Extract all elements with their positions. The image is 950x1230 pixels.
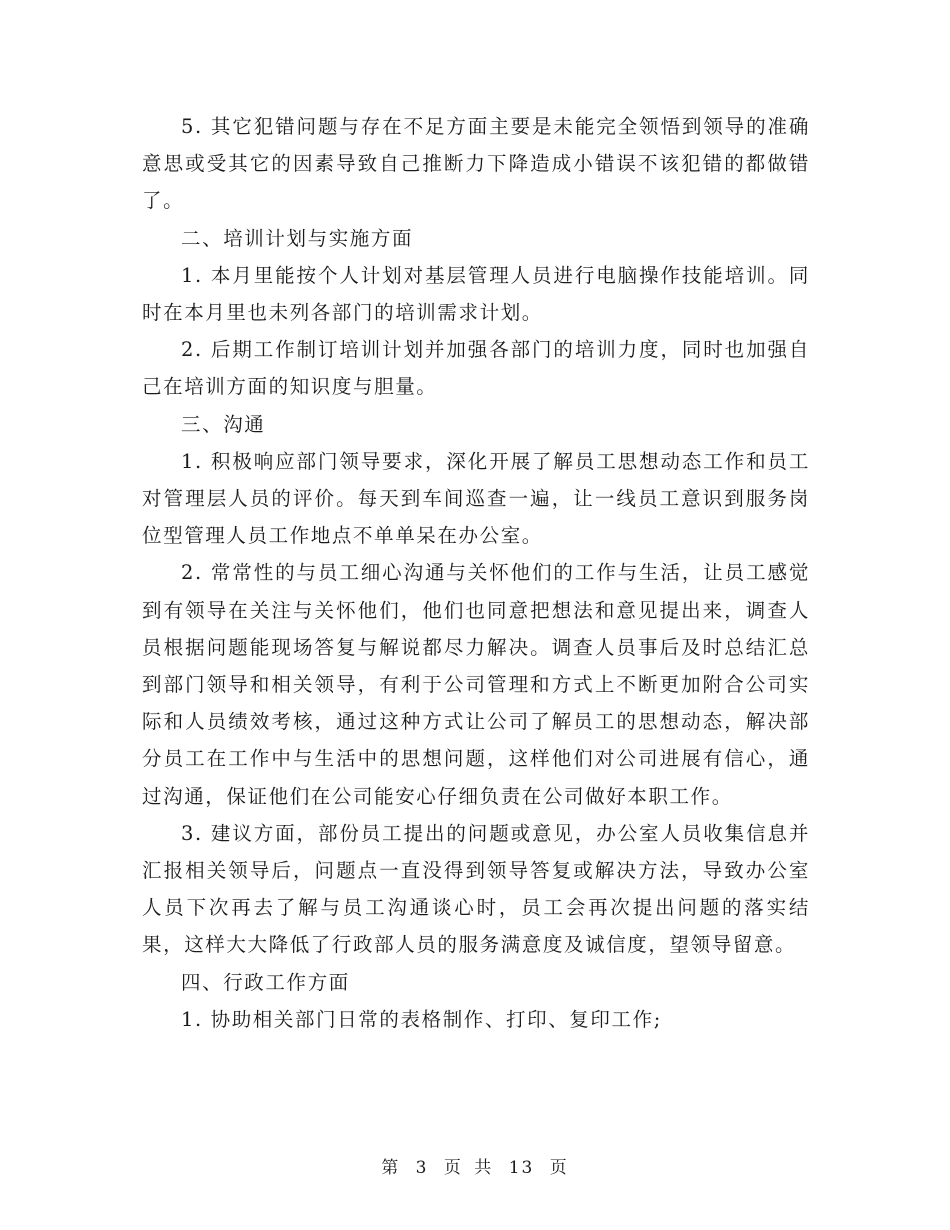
footer-prefix: 第: [381, 1158, 401, 1178]
section-heading: 二、培训计划与实施方面: [181, 226, 414, 250]
footer-middle: 页 共: [443, 1158, 494, 1178]
section-heading: 三、沟通: [181, 412, 266, 436]
section-heading: 四、行政工作方面: [181, 970, 350, 994]
paragraph: 5. 其它犯错问题与存在不足方面主要是未能完全领悟到领导的准确意思或受其它的因素导致自己推断力下降造成小错误不该犯错的都做错了。: [142, 115, 810, 213]
paragraph: 1. 积极响应部门领导要求，深化开展了解员工思想动态工作和员工对管理层人员的评价。每天到车间巡查一遍，让一线员工意识到服务岗位型管理人员工作地点不单单呆在办公室。: [142, 449, 810, 548]
paragraph: 1. 协助相关部门日常的表格制作、打印、复印工作;: [181, 1007, 662, 1031]
paragraph: 1. 本月里能按个人计划对基层管理人员进行电脑操作技能培训。同时在本月里也未列各部门的培训需求计划。: [142, 263, 810, 325]
paragraph: 2. 后期工作制订培训计划并加强各部门的培训力度，同时也加强自己在培训方面的知识度与胆量。: [142, 338, 810, 399]
paragraph: 2. 常常性的与员工细心沟通与关怀他们的工作与生活，让员工感觉到有领导在关注与关怀他们，他们也同意把想法和意见提出来，调查人员根据问题能现场答复与解说都尽力解决。调查人员事后及时总结汇总到部门领导和相关领导，有利于公司管理和方式上不断更加附合公司实际和人员绩效考核，通过这种方式让公司了解员工的思想动态，解决部分员工在工作中与生活中的思想问题，这样他们对公司进展有信心，通过沟通，保证他们在公司能安心仔细负责在公司做好本职工作。: [142, 561, 810, 808]
current-page-number: 3: [415, 1158, 429, 1178]
footer-suffix: 页: [549, 1158, 569, 1178]
page-footer: [0, 1153, 950, 1178]
paragraph: 3. 建议方面，部份员工提出的问题或意见，办公室人员收集信息并汇报相关领导后，问题点一直没得到领导答复或解决方法，导致办公室人员下次再去了解与员工沟通谈心时，员工会再次提出问题的落实结果，这样大大降低了行政部人员的服务满意度及诚信度，望领导留意。: [142, 821, 810, 957]
document-body: [142, 108, 810, 1038]
total-pages-number: 13: [508, 1158, 535, 1178]
